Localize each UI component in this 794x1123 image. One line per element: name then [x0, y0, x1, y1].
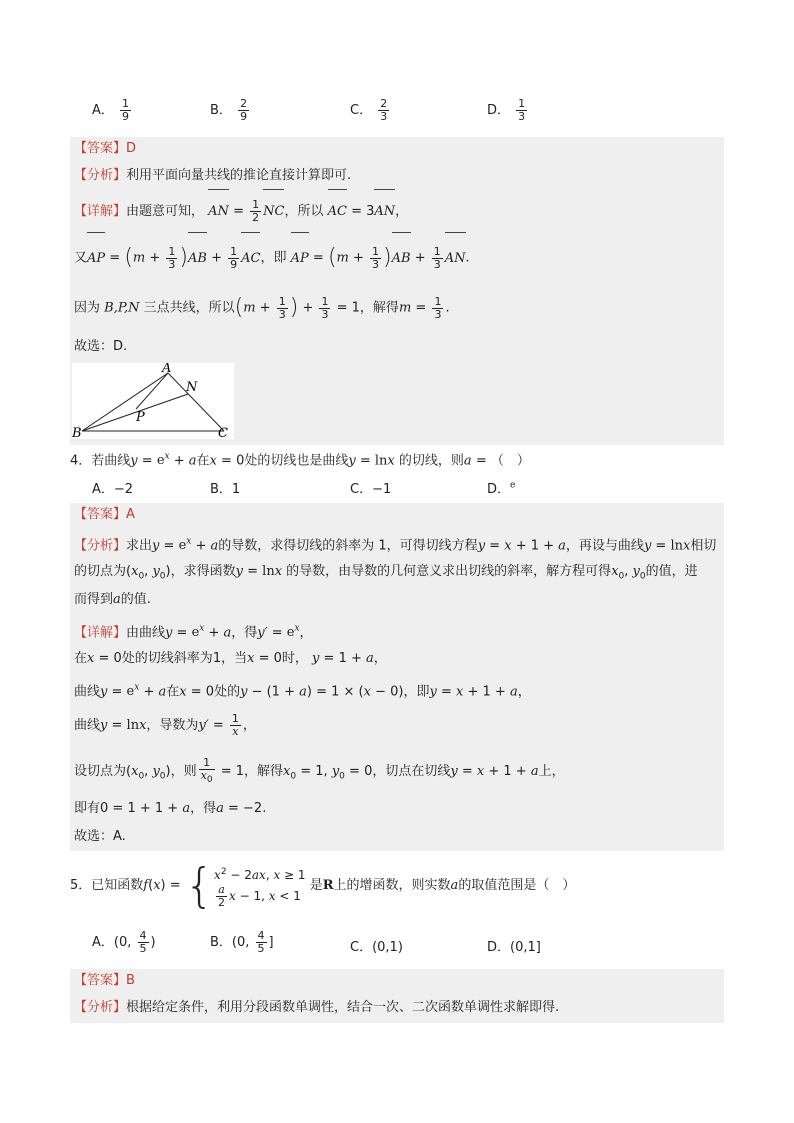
fraction-denominator: 9	[122, 110, 130, 123]
fraction-denominator: 3	[380, 110, 388, 123]
label-c: C	[218, 426, 228, 439]
text: 由曲线	[126, 625, 166, 641]
q4-answer-row	[70, 503, 724, 527]
text: 求出	[126, 538, 153, 554]
answer-tag: 【答案】	[74, 973, 127, 988]
vector-ac: AC	[328, 191, 347, 233]
analysis-tag: 【分析】	[74, 538, 127, 554]
text: ，	[299, 625, 313, 641]
conclusion-text: 故选：D.	[74, 339, 128, 354]
q4-option-b: B．1	[210, 482, 241, 497]
question-number: 5．	[70, 878, 92, 893]
q4-detail-row-3: 曲线$y = e^x + a$在x = 0处的y − (1 + a) = 1 × (x − 0)，即y = x + 1 + a，	[70, 673, 724, 703]
vector-an: AN	[374, 191, 395, 233]
text: ，	[395, 204, 409, 219]
text: ，再设与曲线	[565, 538, 644, 554]
text: 的导数，由导数的几何意义求出切线的斜率，解方程可得	[286, 564, 612, 579]
label-n: N	[186, 380, 198, 395]
q4-option-c: C．−1	[350, 482, 392, 497]
q3-option-a	[92, 98, 133, 123]
text: .	[465, 250, 470, 266]
label-a: A	[162, 363, 172, 376]
q3-option-c	[350, 98, 391, 123]
option-label: C．	[350, 103, 373, 118]
text: 的值.	[120, 592, 151, 607]
q4-option-a: A．−2	[92, 482, 134, 497]
answer-value: D	[126, 141, 137, 156]
text: 的取值范围是（ ）	[458, 878, 576, 893]
text: 的切线，则	[398, 453, 464, 469]
q5-analysis-row	[70, 993, 724, 1023]
q3-conclusion-row	[70, 333, 724, 361]
q4-detail-row-2: 在x = 0处的切线斜率为1，当x = 0时， y = 1 + a，	[70, 645, 724, 673]
text: ，所以	[284, 204, 324, 219]
text: ，求得函数	[170, 564, 236, 579]
q5-stem: 5．已知函数f(x) = { $x^2 - 2ax$, x ≥ 1 $\frac{a}{2}$ x − 1, x < 1 是R上的增函数，则实数a的取值范围是（ ）	[70, 858, 576, 913]
points-bpn: B,P,N	[104, 300, 140, 316]
vector-ab: AB	[188, 234, 207, 284]
q4-analysis-row-1: 【分析】求出$y = e^x + a$的导数，求得切线的斜率为 1，可得切线方程y = x + 1 + a，再设与曲线y = lnx相切	[70, 527, 724, 557]
text: ，即	[260, 250, 287, 266]
option-label: D．	[487, 482, 511, 497]
option-label: B．	[210, 935, 232, 950]
q4-detail-row-1: 【详解】由曲线$y = e^x + a$，得$y' = e^x$，	[70, 613, 724, 645]
text: 而得到	[74, 592, 114, 607]
text: 设切点为	[74, 764, 127, 779]
text: 处的切线也是曲线	[244, 453, 349, 469]
vector-ac: AC	[241, 234, 260, 284]
question-number: 4．	[70, 453, 92, 469]
text: ，当	[221, 651, 248, 666]
q5-option-c: C．(0,1)	[350, 940, 403, 955]
q5-option-d: D．(0,1]	[487, 940, 541, 955]
answer-value: A	[126, 507, 135, 522]
text: 相切	[690, 538, 717, 554]
text: 处的	[214, 684, 241, 700]
answer-value: B	[126, 973, 135, 988]
option-label: A．	[92, 103, 114, 118]
fraction-numerator: 2	[240, 97, 248, 110]
text: ，解得	[359, 300, 399, 316]
text: 又	[74, 250, 88, 266]
q4-analysis-row-2: 的切点为($x_0$, $y_0$)，求得函数y = lnx 的导数，由导数的几何意义求出切线的斜率，解方程可得$x_0$, $y_0$的值，进	[70, 557, 724, 587]
detail-tag: 【详解】	[74, 625, 127, 641]
label-p: P	[136, 410, 145, 425]
vector-nc: NC	[263, 191, 284, 233]
set-r: R	[322, 878, 334, 893]
text: 三点共线，所以	[143, 300, 235, 316]
q4-detail-row-4: 曲线y = lnx，导数为y′ = $\frac{1}{x}$ ，	[70, 703, 724, 749]
analysis-text: 根据给定条件，利用分段函数单调性，结合一次、二次函数单调性求解即得.	[126, 1000, 560, 1015]
fraction-denominator: 9	[240, 110, 248, 123]
text: ，切点在切线	[372, 764, 451, 779]
option-value: e	[510, 480, 516, 491]
option-label: D．	[487, 103, 511, 118]
text: 处的切线斜率为	[121, 651, 213, 666]
text: .	[262, 801, 267, 816]
q3-detail-row-2: 又AP = (m + $\frac{1}{3}$ )AB + $\frac{1}{9}$ AC，即 AP = (m + $\frac{1}{3}$ )AB + $\frac{1}{3}$ AN.	[70, 233, 724, 283]
q3-analysis-row	[70, 161, 724, 191]
q4-analysis-row-3: 而得到a的值.	[70, 587, 724, 613]
vector-ap: AP	[87, 234, 105, 284]
detail-tag: 【详解】	[74, 204, 127, 219]
piecewise-cases: $x^2 - 2ax$, x ≥ 1 $\frac{a}{2}$ x − 1, x < 1	[214, 866, 306, 909]
q4-detail-row-6: 即有0 = 1 + 1 + a，得a = −2.	[70, 795, 724, 823]
option-label: A．	[92, 935, 114, 950]
text: 在	[74, 651, 88, 666]
text: ，导数为	[146, 718, 199, 733]
text: 的切点为	[74, 564, 127, 579]
text: 即有	[74, 801, 101, 816]
text: .	[445, 300, 450, 316]
q3-option-d	[487, 98, 529, 123]
q3-option-b	[210, 98, 251, 123]
text: 是	[309, 878, 323, 893]
text: ，则	[170, 764, 197, 779]
analysis-text: 利用平面向量共线的推论直接计算即可.	[126, 168, 352, 183]
text: 因为	[74, 300, 101, 316]
analysis-tag: 【分析】	[74, 1000, 127, 1015]
q3-answer-row	[70, 137, 724, 161]
triangle-figure	[72, 363, 234, 439]
q5-answer-row	[70, 969, 724, 993]
vector-ap: AP	[291, 234, 309, 284]
answer-tag: 【答案】	[74, 141, 127, 156]
fraction-numerator: 1	[518, 97, 526, 110]
edge-ab	[82, 373, 168, 431]
text: 曲线	[74, 684, 101, 700]
q3-figure-row	[70, 361, 724, 445]
conclusion-text: 故选：A.	[74, 829, 126, 844]
label-b: B	[72, 426, 82, 439]
fraction-denominator: 3	[518, 110, 526, 123]
answer-tag: 【答案】	[74, 507, 127, 522]
q4-detail-row-5: 设切点为($x_0$, $y_0$)，则 $\frac{1}{x_0}$ = 1，解得$x_0 = 1$, $y_0 = 0$，切点在切线y = x + 1 + a上，	[70, 749, 724, 795]
text: ，	[242, 718, 256, 733]
segment-bn	[82, 394, 188, 431]
q4-conclusion-row	[70, 823, 724, 851]
vector-ab: AB	[392, 234, 411, 284]
text: ，	[373, 651, 387, 666]
text: 由题意可知，	[126, 204, 205, 219]
q5-option-a: A．(0, $\frac{4}{5}$ )	[92, 929, 156, 955]
text: 若曲线	[91, 453, 131, 469]
text: ，即	[403, 684, 430, 700]
fraction-numerator: 1	[122, 97, 130, 110]
fraction-numerator: 2	[380, 97, 388, 110]
text: 曲线	[74, 718, 101, 733]
q4-option-d	[487, 478, 515, 497]
text: 的值，进	[645, 564, 698, 579]
text: （ ）	[490, 453, 530, 469]
text: 上，	[538, 764, 565, 779]
text: 已知函数	[91, 878, 144, 893]
text: 的导数，求得切线的斜率为 1，可得切线方程	[218, 538, 478, 554]
text: 在	[196, 453, 210, 469]
q3-detail-row-1: 【详解】由题意可知， AN = $\frac{1}{2}$ NC，所以 AC = 3AN，	[70, 191, 724, 233]
vector-an: AN	[208, 191, 229, 233]
text: ，得	[231, 625, 258, 641]
text: 时，	[281, 651, 308, 666]
q4-stem: 4．若曲线$y = e^x + a$在x = 0处的切线也是曲线y = lnx 的切线，则a = （ ）	[70, 452, 530, 469]
option-label: B．	[210, 103, 232, 118]
vector-an: AN	[445, 234, 466, 284]
text: ，解得	[244, 764, 284, 779]
text: 上的增函数，则实数	[333, 878, 451, 893]
q5-option-b: B．(0, $\frac{4}{5}$ ]	[210, 929, 274, 955]
q3-detail-row-3: 因为 B,P,N 三点共线，所以(m + $\frac{1}{3}$ ) + $\frac{1}{3}$ = 1，解得m = $\frac{1}{3}$ .	[70, 283, 724, 333]
text: ，	[517, 684, 531, 700]
text: ，得	[190, 801, 217, 816]
text: 在	[166, 684, 180, 700]
analysis-tag: 【分析】	[74, 168, 127, 183]
